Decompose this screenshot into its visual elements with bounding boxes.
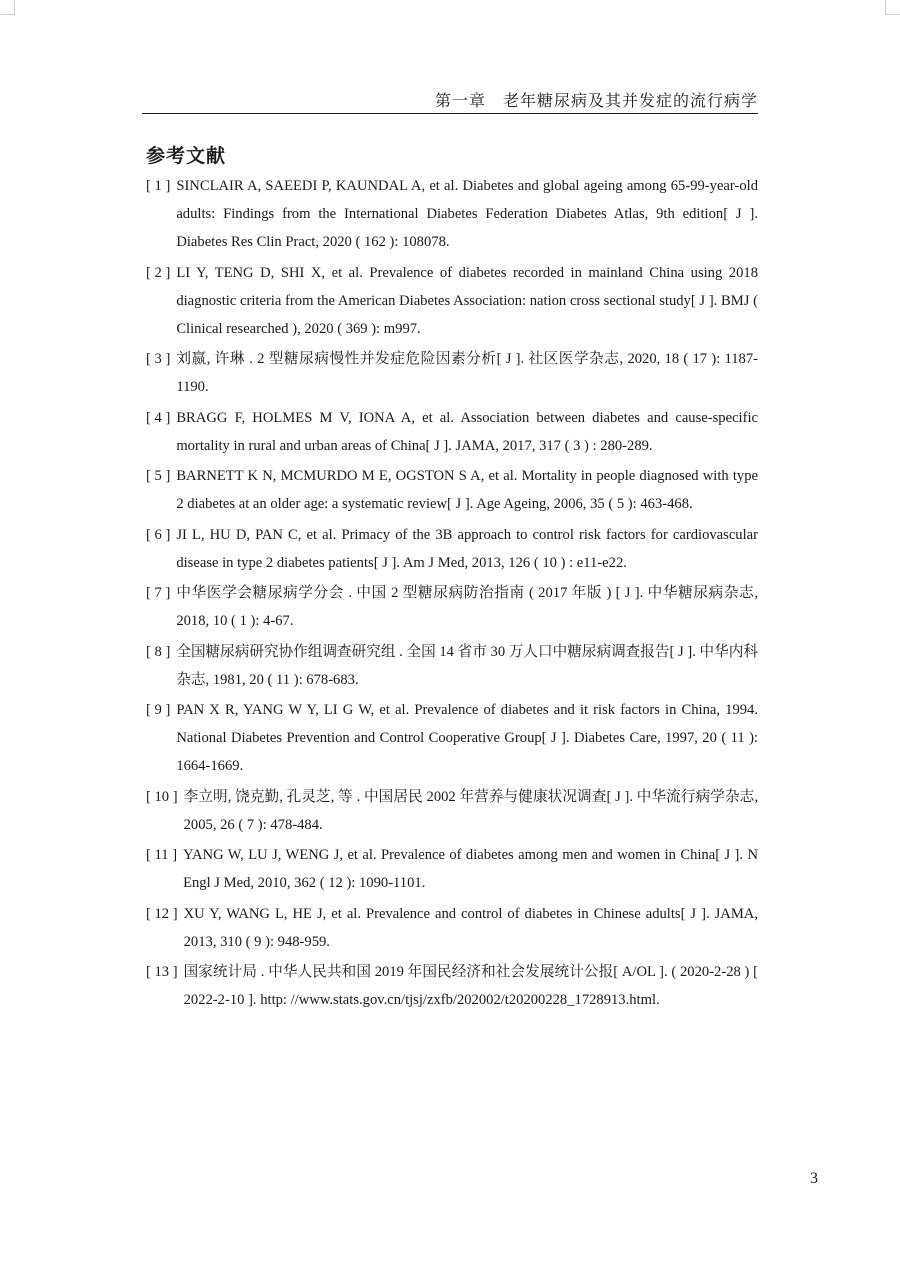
reference-item bbox=[146, 958, 758, 1014]
reference-item bbox=[146, 259, 758, 343]
reference-text: YANG W, LU J, WENG J, et al. Prevalence of diabetes among men and women in China[ J ]. N Engl J Med, 2010, 362 ( 12 ): 1090-1101. bbox=[183, 847, 758, 891]
reference-item bbox=[146, 462, 758, 518]
reference-item bbox=[146, 900, 758, 956]
crop-mark-top-left bbox=[0, 0, 15, 15]
reference-text: 全国糖尿病研究协作组调查研究组 . 全国 14 省市 30 万人口中糖尿病调查报告[ J ]. 中华内科杂志, 1981, 20 ( 11 ): 678-683. bbox=[176, 643, 758, 688]
reference-item bbox=[146, 404, 758, 460]
reference-text: 刘嬴, 许琳 . 2 型糖尿病慢性并发症危险因素分析[ J ]. 社区医学杂志, 2020, 18 ( 17 ): 1187-1190. bbox=[176, 351, 758, 395]
reference-number: [ 8 ] bbox=[146, 643, 171, 660]
header-rule bbox=[142, 113, 758, 114]
reference-item bbox=[146, 521, 758, 577]
reference-number: [ 10 ] bbox=[146, 788, 178, 805]
reference-item bbox=[146, 172, 758, 256]
page-number: 3 bbox=[810, 1170, 818, 1187]
reference-number: [ 2 ] bbox=[146, 264, 171, 281]
reference-text: PAN X R, YANG W Y, LI G W, et al. Prevalence of diabetes and it risk factors in China, 1994. National Diabetes Prevention and Control Cooperative Group[ J ]. Diabetes Care, 1997, 20 ( 11 ): 1664-1669. bbox=[176, 702, 758, 774]
reference-number: [ 9 ] bbox=[146, 702, 171, 718]
running-header: 第一章 老年糖尿病及其并发症的流行病学 bbox=[434, 91, 758, 110]
crop-mark-top-right bbox=[885, 0, 900, 15]
reference-number: [ 11 ] bbox=[146, 847, 178, 863]
reference-number: [ 6 ] bbox=[146, 526, 171, 543]
reference-item bbox=[146, 345, 758, 401]
section-title: 参考文献 bbox=[146, 145, 227, 167]
reference-number: [ 7 ] bbox=[146, 585, 171, 601]
reference-number: [ 3 ] bbox=[146, 351, 171, 367]
reference-text: JI L, HU D, PAN C, et al. Primacy of the 3B approach to control risk factors for cardiovascular disease in type 2 diabetes patients[ J ]. Am J Med, 2013, 126 ( 10 ) : e11-e22. bbox=[176, 526, 758, 571]
reference-text: BRAGG F, HOLMES M V, IONA A, et al. Association between diabetes and cause-specific mortality in rural and urban areas of China[ J ]. JAMA, 2017, 317 ( 3 ) : 280-289. bbox=[176, 409, 758, 454]
reference-item bbox=[146, 841, 758, 897]
reference-text: BARNETT K N, MCMURDO M E, OGSTON S A, et al. Mortality in people diagnosed with type 2 diabetes at an older age: a systematic review[ J ]. Age Ageing, 2006, 35 ( 5 ): 463-468. bbox=[176, 468, 758, 512]
reference-item bbox=[146, 783, 758, 839]
reference-text: SINCLAIR A, SAEEDI P, KAUNDAL A, et al. Diabetes and global ageing among 65-99-year-old adults: Findings from the International Diabetes Federation Diabetes Atlas, 9th edition[ J ]. Diabetes Res Clin Pract, 2020 ( 162 ): 108078. bbox=[176, 178, 758, 250]
reference-number: [ 13 ] bbox=[146, 964, 178, 980]
reference-number: [ 12 ] bbox=[146, 905, 178, 922]
reference-text: 中华医学会糖尿病学分会 . 中国 2 型糖尿病防治指南 ( 2017 年版 ) [ J ]. 中华糖尿病杂志, 2018, 10 ( 1 ): 4-67. bbox=[176, 585, 758, 629]
reference-item bbox=[146, 579, 758, 635]
reference-number: [ 4 ] bbox=[146, 409, 171, 426]
reference-text: LI Y, TENG D, SHI X, et al. Prevalence of diabetes recorded in mainland China using 2018 diagnostic criteria from the American Diabetes Association: nation cross sectional study[ J ]. BMJ ( Clinical researched ), 2020 ( 369 ): m997. bbox=[176, 264, 758, 337]
reference-item bbox=[146, 638, 758, 694]
reference-number: [ 5 ] bbox=[146, 468, 171, 484]
reference-text: XU Y, WANG L, HE J, et al. Prevalence and control of diabetes in Chinese adults[ J ]. JAMA, 2013, 310 ( 9 ): 948-959. bbox=[183, 905, 758, 950]
reference-text: 国家统计局 . 中华人民共和国 2019 年国民经济和社会发展统计公报[ A/OL ]. ( 2020-2-28 ) [ 2022-2-10 ]. http: //www.stats.gov.cn/tjsj/zxfb/202002/t20200228_1728913.html. bbox=[183, 964, 758, 1008]
reference-number: [ 1 ] bbox=[146, 178, 171, 194]
reference-text: 李立明, 饶克勤, 孔灵芝, 等 . 中国居民 2002 年营养与健康状况调查[ J ]. 中华流行病学杂志, 2005, 26 ( 7 ): 478-484. bbox=[183, 788, 758, 833]
reference-item bbox=[146, 696, 758, 780]
reference-list bbox=[146, 172, 758, 1017]
